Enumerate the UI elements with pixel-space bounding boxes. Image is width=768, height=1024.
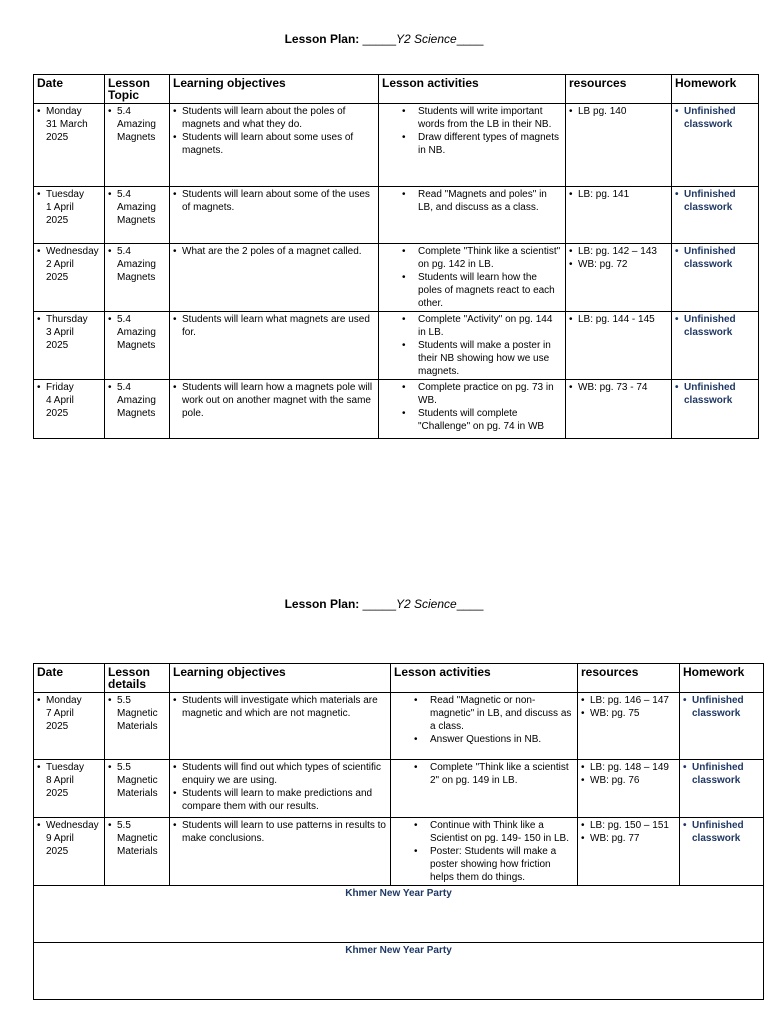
column-header: Lesson activities <box>391 664 578 693</box>
homework-cell <box>672 104 759 187</box>
date-list <box>37 245 101 284</box>
homework-item: • Unfinished classwork <box>675 188 755 214</box>
objective-item: • What are the 2 poles of a magnet called. <box>173 245 375 258</box>
resource-item: • LB: pg. 146 – 147 <box>581 694 676 707</box>
topic-list <box>108 313 166 352</box>
objective-item: • Students will learn to use patterns in results to make conclusions. <box>173 819 387 845</box>
topic-item: • 5.4 Amazing Magnets <box>108 381 166 420</box>
resource-item: • WB: pg. 77 <box>581 832 676 845</box>
resource-list <box>569 105 668 118</box>
activity-item: • Complete practice on pg. 73 in WB. <box>400 381 562 407</box>
resource-item: • WB: pg. 72 <box>569 258 668 271</box>
resources-cell <box>566 187 672 244</box>
activities-cell <box>379 187 566 244</box>
homework-item: • Unfinished classwork <box>675 381 755 407</box>
date-list <box>37 761 101 800</box>
plan1-table <box>33 74 759 439</box>
objective-list <box>173 761 387 813</box>
homework-item: • Unfinished classwork <box>675 313 755 339</box>
activity-list <box>394 761 574 787</box>
plan2-title <box>0 597 768 611</box>
column-header: Lesson details <box>105 664 170 693</box>
homework-cell <box>672 380 759 439</box>
resource-item: • LB: pg. 142 – 143 <box>569 245 668 258</box>
date-item: • Tuesday 8 April 2025 <box>37 761 101 800</box>
activity-item: • Poster: Students will make a poster showing how friction helps them do things. <box>412 845 574 884</box>
activities-cell <box>391 760 578 818</box>
date-cell <box>34 760 105 818</box>
objective-list <box>173 819 387 845</box>
column-header: Learning objectives <box>170 664 391 693</box>
table-row <box>34 244 759 312</box>
resources-cell <box>566 380 672 439</box>
activity-item: • Draw different types of magnets in NB. <box>400 131 562 157</box>
topic-list <box>108 694 166 733</box>
topic-cell <box>105 187 170 244</box>
activity-item: • Complete "Think like a scientist 2" on pg. 149 in LB. <box>412 761 574 787</box>
activity-item: • Continue with Think like a Scientist on pg. 149- 150 in LB. <box>412 819 574 845</box>
homework-list <box>683 819 760 845</box>
objective-item: • Students will learn how a magnets pole will work out on another magnet with the same pole. <box>173 381 375 420</box>
resources-cell <box>578 818 680 886</box>
plan2-title-blank-right: ____ <box>456 597 484 611</box>
date-cell <box>34 818 105 886</box>
date-item: • Wednesday 9 April 2025 <box>37 819 101 858</box>
objectives-cell <box>170 187 379 244</box>
objective-list <box>173 694 387 720</box>
date-cell <box>34 187 105 244</box>
activity-list <box>382 105 562 157</box>
column-header: Date <box>34 75 105 104</box>
date-list <box>37 381 101 420</box>
topic-list <box>108 188 166 227</box>
date-list <box>37 694 101 733</box>
resource-list <box>581 761 676 787</box>
topic-list <box>108 761 166 800</box>
homework-cell <box>680 818 764 886</box>
date-cell <box>34 693 105 760</box>
date-list <box>37 819 101 858</box>
activity-list <box>394 819 574 884</box>
objective-list <box>173 381 375 420</box>
activities-cell <box>391 818 578 886</box>
table-row <box>34 818 764 886</box>
activities-cell <box>379 244 566 312</box>
column-header: Learning objectives <box>170 75 379 104</box>
plan1-title-label: Lesson Plan: <box>284 32 360 46</box>
resource-item: • LB: pg. 148 – 149 <box>581 761 676 774</box>
resources-cell <box>578 693 680 760</box>
date-item: • Thursday 3 April 2025 <box>37 313 101 352</box>
plan1-title-blank-right: ____ <box>456 32 484 46</box>
objective-item: • Students will learn about some of the uses of magnets. <box>173 188 375 214</box>
activities-cell <box>379 312 566 380</box>
resource-item: • WB: pg. 76 <box>581 774 676 787</box>
date-item: • Monday 7 April 2025 <box>37 694 101 733</box>
homework-list <box>675 381 755 407</box>
homework-item: • Unfinished classwork <box>683 694 760 720</box>
objectives-cell <box>170 244 379 312</box>
column-header: Date <box>34 664 105 693</box>
activity-list <box>382 245 562 310</box>
homework-list <box>675 313 755 339</box>
activities-cell <box>391 693 578 760</box>
resource-item: • WB: pg. 73 - 74 <box>569 381 668 394</box>
column-header: Homework <box>672 75 759 104</box>
objective-item: • Students will learn about some uses of magnets. <box>173 131 375 157</box>
event-row <box>34 886 764 943</box>
topic-list <box>108 381 166 420</box>
topic-cell <box>105 380 170 439</box>
activity-list <box>394 694 574 746</box>
objective-item: • Students will learn about the poles of magnets and what they do. <box>173 105 375 131</box>
plan2-table <box>33 663 764 1000</box>
activity-item: • Students will write important words from the LB in their NB. <box>400 105 562 131</box>
homework-item: • Unfinished classwork <box>675 245 755 271</box>
topic-cell <box>105 104 170 187</box>
resources-cell <box>566 244 672 312</box>
objective-list <box>173 188 375 214</box>
homework-cell <box>680 693 764 760</box>
plan2-title-blank-left: _____ <box>362 597 396 611</box>
homework-item: • Unfinished classwork <box>683 761 760 787</box>
topic-item: • 5.4 Amazing Magnets <box>108 105 166 144</box>
resource-item: • LB: pg. 150 – 151 <box>581 819 676 832</box>
topic-cell <box>105 818 170 886</box>
activity-item: • Complete "Think like a scientist" on pg. 142 in LB. <box>400 245 562 271</box>
date-list <box>37 105 101 144</box>
activity-item: • Answer Questions in NB. <box>412 733 574 746</box>
objectives-cell <box>170 693 391 760</box>
resources-cell <box>578 760 680 818</box>
resource-item: • WB: pg. 75 <box>581 707 676 720</box>
column-header: Lesson Topic <box>105 75 170 104</box>
date-cell <box>34 244 105 312</box>
topic-item: • 5.5 Magnetic Materials <box>108 819 166 858</box>
resource-item: • LB: pg. 144 - 145 <box>569 313 668 326</box>
column-header: Homework <box>680 664 764 693</box>
table-row <box>34 312 759 380</box>
date-item: • Friday 4 April 2025 <box>37 381 101 420</box>
table-row <box>34 760 764 818</box>
topic-item: • 5.5 Magnetic Materials <box>108 761 166 800</box>
homework-cell <box>672 244 759 312</box>
resource-list <box>569 381 668 394</box>
activity-item: • Read "Magnetic or non-magnetic" in LB, and discuss as a class. <box>412 694 574 733</box>
table-row <box>34 380 759 439</box>
table-row <box>34 187 759 244</box>
homework-list <box>675 245 755 271</box>
plan1-title-blank-left: _____ <box>362 32 396 46</box>
activities-cell <box>379 380 566 439</box>
objective-list <box>173 245 375 258</box>
activity-item: • Read "Magnets and poles" in LB, and discuss as a class. <box>400 188 562 214</box>
objectives-cell <box>170 104 379 187</box>
resources-cell <box>566 312 672 380</box>
header-row <box>34 664 764 693</box>
topic-item: • 5.4 Amazing Magnets <box>108 313 166 352</box>
table-row <box>34 693 764 760</box>
objective-item: • Students will learn to make predictions and compare them with our results. <box>173 787 387 813</box>
date-cell <box>34 380 105 439</box>
activity-item: • Students will complete "Challenge" on pg. 74 in WB <box>400 407 562 433</box>
date-item: • Monday 31 March 2025 <box>37 105 101 144</box>
objectives-cell <box>170 760 391 818</box>
resource-item: • LB pg. 140 <box>569 105 668 118</box>
homework-list <box>675 188 755 214</box>
activity-list <box>382 313 562 378</box>
objectives-cell <box>170 380 379 439</box>
objective-list <box>173 313 375 339</box>
date-list <box>37 313 101 352</box>
topic-list <box>108 245 166 284</box>
date-item: • Tuesday 1 April 2025 <box>37 188 101 227</box>
resource-list <box>569 188 668 201</box>
column-header: Lesson activities <box>379 75 566 104</box>
topic-item: • 5.5 Magnetic Materials <box>108 694 166 733</box>
plan2-title-subject: Y2 Science <box>396 597 457 611</box>
table-row <box>34 104 759 187</box>
topic-cell <box>105 312 170 380</box>
objective-item: • Students will learn what magnets are used for. <box>173 313 375 339</box>
homework-item: • Unfinished classwork <box>683 819 760 845</box>
homework-list <box>683 694 760 720</box>
objective-list <box>173 105 375 157</box>
homework-cell <box>672 187 759 244</box>
objective-item: • Students will find out which types of scientific enquiry we are using. <box>173 761 387 787</box>
activity-list <box>382 381 562 433</box>
resource-list <box>581 819 676 845</box>
resources-cell <box>566 104 672 187</box>
activity-item: • Complete "Activity" on pg. 144 in LB. <box>400 313 562 339</box>
date-cell <box>34 312 105 380</box>
date-cell <box>34 104 105 187</box>
objective-item: • Students will investigate which materials are magnetic and which are not magnetic. <box>173 694 387 720</box>
event-label: Khmer New Year Party <box>34 886 764 943</box>
topic-list <box>108 819 166 858</box>
topic-cell <box>105 693 170 760</box>
event-label: Khmer New Year Party <box>34 943 764 1000</box>
topic-item: • 5.4 Amazing Magnets <box>108 245 166 284</box>
resource-item: • LB: pg. 141 <box>569 188 668 201</box>
plan1-title-subject: Y2 Science <box>396 32 457 46</box>
topic-item: • 5.4 Amazing Magnets <box>108 188 166 227</box>
activity-item: • Students will learn how the poles of magnets react to each other. <box>400 271 562 310</box>
column-header: resources <box>578 664 680 693</box>
resource-list <box>569 245 668 271</box>
homework-list <box>675 105 755 131</box>
plan2-title-label: Lesson Plan: <box>284 597 360 611</box>
homework-cell <box>672 312 759 380</box>
objectives-cell <box>170 818 391 886</box>
plan1-title <box>0 32 768 46</box>
activity-item: • Students will make a poster in their NB showing how we use magnets. <box>400 339 562 378</box>
topic-cell <box>105 244 170 312</box>
header-row <box>34 75 759 104</box>
resource-list <box>581 694 676 720</box>
topic-list <box>108 105 166 144</box>
activities-cell <box>379 104 566 187</box>
homework-cell <box>680 760 764 818</box>
objectives-cell <box>170 312 379 380</box>
activity-list <box>382 188 562 214</box>
date-list <box>37 188 101 227</box>
topic-cell <box>105 760 170 818</box>
column-header: resources <box>566 75 672 104</box>
resource-list <box>569 313 668 326</box>
date-item: • Wednesday 2 April 2025 <box>37 245 101 284</box>
homework-list <box>683 761 760 787</box>
event-row <box>34 943 764 1000</box>
homework-item: • Unfinished classwork <box>675 105 755 131</box>
